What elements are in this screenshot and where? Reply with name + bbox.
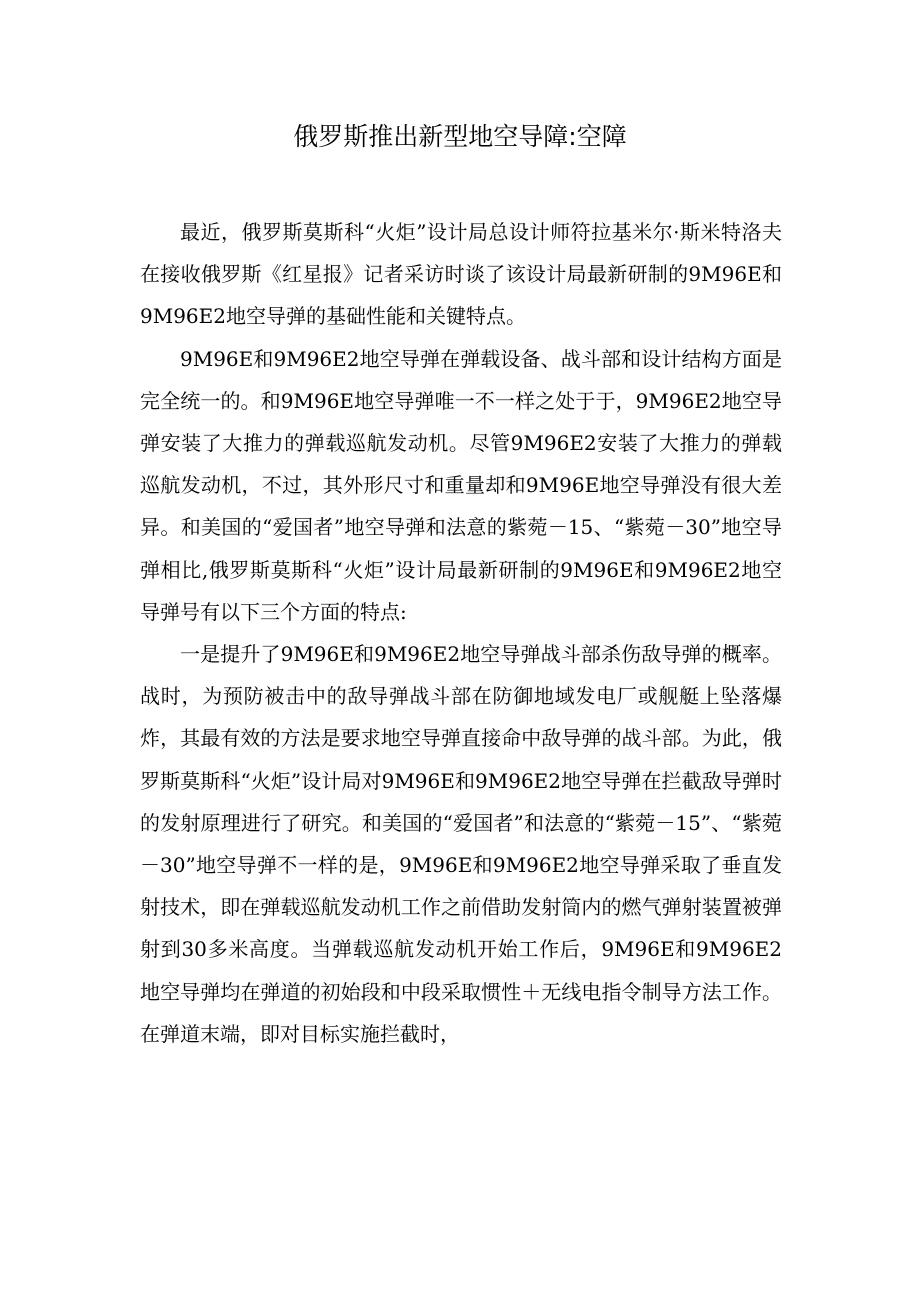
document-body: [140, 211, 782, 1055]
paragraph-3: 一是提升了9M96E和9M96E2地空导弹战斗部杀伤敌导弹的概率。战时，为预防被击中的敌导弹战斗部在防御地域发电厂或舰艇上坠落爆炸，其最有效的方法是要求地空导弹直接命中敌导弹的战斗部。为此，俄罗斯莫斯科“火炬”设计局对9M96E和9M96E2地空导弹在拦截敌导弹时的发射原理进行了研究。和美国的“爱国者”和法意的“紫菀－15”、“紫菀－30”地空导弹不一样的是，9M96E和9M96E2地空导弹采取了垂直发射技术，即在弹载巡航发动机工作之前借助发射筒内的燃气弹射装置被弹射到30多米高度。当弹载巡航发动机开始工作后，9M96E和9M96E2地空导弹均在弹道的初始段和中段采取惯性＋无线电指令制导方法工作。在弹道末端，即对目标实施拦截时，: [140, 642, 782, 1046]
paragraph-1: 最近，俄罗斯莫斯科“火炬”设计局总设计师符拉基米尔·斯米特洛夫在接收俄罗斯《红星报》记者采访时谈了该设计局最新研制的9M96E和9M96E2地空导弹的基础性能和关键特点。: [140, 220, 782, 329]
document-title: 俄罗斯推出新型地空导障:空障: [293, 122, 627, 151]
paragraph-2: 9M96E和9M96E2地空导弹在弹载设备、战斗部和设计结构方面是完全统一的。和9M96E地空导弹唯一不一样之处于于，9M96E2地空导弹安装了大推力的弹载巡航发动机。尽管9M96E2安装了大推力的弹载巡航发动机，不过，其外形尺寸和重量却和9M96E地空导弹没有很大差异。和美国的“爱国者”地空导弹和法意的紫菀－15、“紫菀－30”地空导弹相比,俄罗斯莫斯科“火炬”设计局最新研制的9M96E和9M96E2地空导弹号有以下三个方面的特点:: [140, 346, 782, 624]
